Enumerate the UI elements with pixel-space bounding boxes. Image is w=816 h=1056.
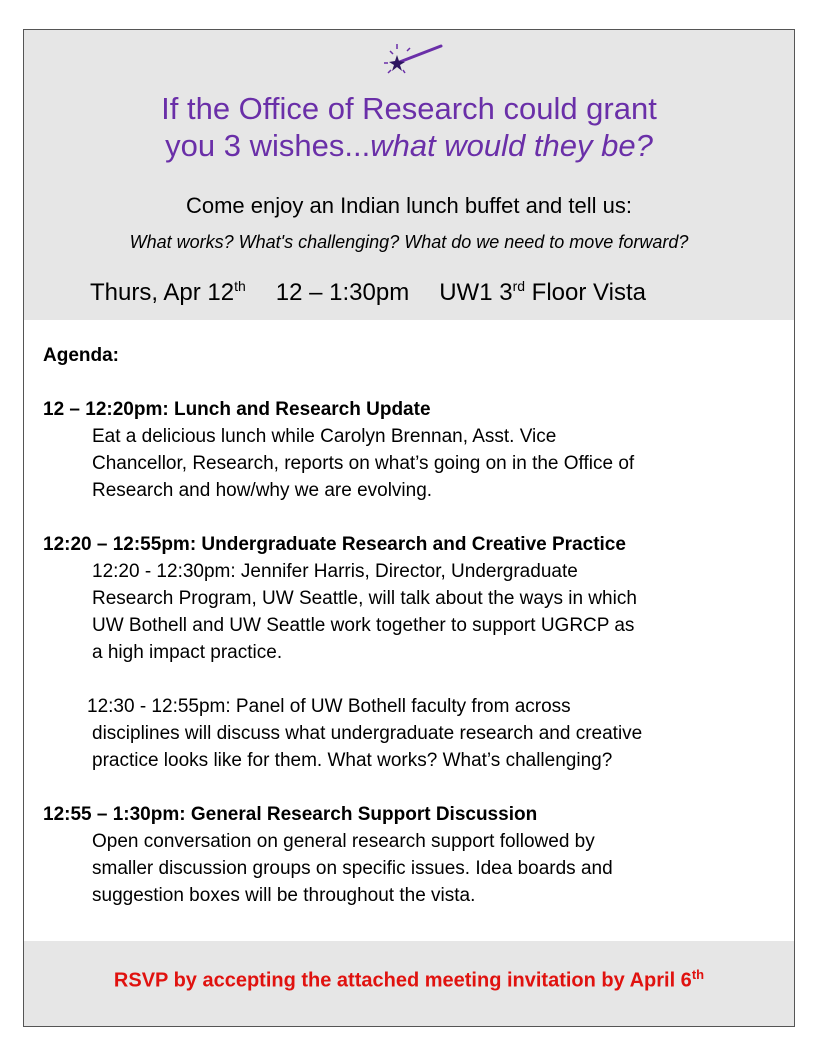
agenda-item-desc: Open conversation on general research support followed by — [92, 831, 595, 852]
agenda-item-general — [43, 801, 773, 909]
agenda-item-desc: 12:30 - 12:55pm: Panel of UW Bothell faculty from across — [87, 696, 571, 717]
agenda-item-desc: UW Bothell and UW Seattle work together to support UGRCP as — [92, 615, 635, 636]
headline-line2 — [24, 127, 794, 164]
questions-text: What works? What's challenging? What do we need to move forward? — [129, 232, 689, 252]
invitation-text: Come enjoy an Indian lunch buffet and tell us: — [185, 193, 632, 218]
event-location-pre: UW1 3 — [439, 279, 513, 306]
agenda-item-desc: Research Program, UW Seattle, will talk about the ways in which — [92, 588, 637, 609]
event-details — [90, 278, 646, 307]
rsvp-date-suffix: th — [691, 967, 705, 982]
agenda-item-desc: 12:20 - 12:30pm: Jennifer Harris, Director, Undergraduate — [92, 561, 578, 582]
agenda-section — [43, 342, 773, 909]
header-band — [24, 30, 794, 320]
headline-line1: If the Office of Research could grant — [161, 91, 657, 126]
event-location-post: Floor Vista — [525, 279, 646, 306]
flyer — [23, 29, 795, 1027]
agenda-item-desc: a high impact practice. — [92, 642, 283, 663]
headline — [24, 90, 794, 164]
headline-line2-plain: you 3 wishes... — [165, 128, 371, 163]
event-location-suffix: rd — [512, 278, 526, 294]
rsvp-text: RSVP by accepting the attached meeting invitation by April 6 — [113, 969, 692, 992]
rsvp-notice — [24, 967, 794, 993]
agenda-item-desc: suggestion boxes will be throughout the vista. — [92, 885, 476, 906]
agenda-item-desc: Research and how/why we are evolving. — [92, 480, 433, 501]
agenda-item-desc: disciplines will discuss what undergraduate research and creative — [92, 723, 643, 744]
headline-line2-italic: what would they be? — [370, 128, 653, 163]
event-date-suffix: th — [234, 278, 246, 294]
agenda-item-undergrad — [43, 531, 773, 774]
event-time: 12 – 1:30pm — [275, 279, 410, 306]
agenda-item-desc: practice looks like for them. What works? What’s challenging? — [92, 750, 613, 771]
agenda-item-desc: Chancellor, Research, reports on what’s going on in the Office of — [92, 453, 635, 474]
agenda-item-heading: 12 – 12:20pm: Lunch and Research Update — [43, 399, 431, 420]
agenda-item-heading: 12:20 – 12:55pm: Undergraduate Research and Creative Practice — [43, 534, 626, 555]
agenda-item-desc: smaller discussion groups on specific issues. Idea boards and — [92, 858, 613, 879]
agenda-item-heading: 12:55 – 1:30pm: General Research Support Discussion — [43, 804, 538, 825]
magic-wand-icon — [379, 38, 445, 78]
agenda-item-desc: Eat a delicious lunch while Carolyn Brennan, Asst. Vice — [92, 426, 557, 447]
agenda-item-lunch — [43, 396, 773, 504]
event-date: Thurs, Apr 12 — [90, 279, 235, 306]
agenda-title: Agenda: — [43, 345, 119, 366]
